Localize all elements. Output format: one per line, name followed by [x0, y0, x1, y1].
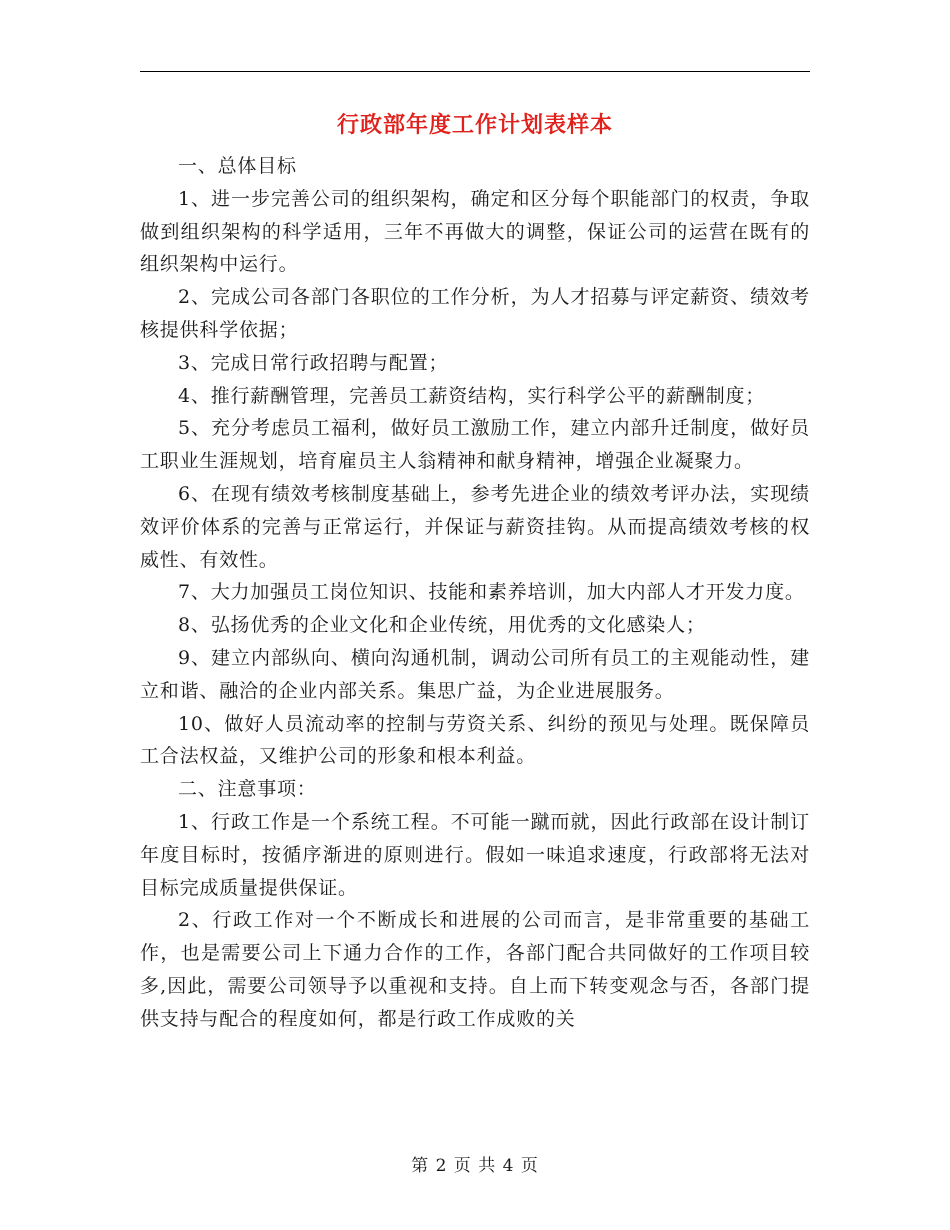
- goal-item-6: 6、在现有绩效考核制度基础上，参考先进企业的绩效考评办法，实现绩效评价体系的完善与正常运行，并保证与薪资挂钩。从而提高绩效考核的权威性、有效性。: [140, 482, 810, 571]
- goal-item-1: 1、进一步完善公司的组织架构，确定和区分每个职能部门的权责，争取做到组织架构的科学适用，三年不再做大的调整，保证公司的运营在既有的组织架构中运行。: [140, 187, 810, 276]
- note-item-2: 2、行政工作对一个不断成长和进展的公司而言，是非常重要的基础工作，也是需要公司上下通力合作的工作，各部门配合共同做好的工作项目较多,因此，需要公司领导予以重视和支持。自上而下转变观念与否，各部门提供支持与配合的程度如何，都是行政工作成败的关: [140, 909, 810, 1030]
- goal-item-5: 5、充分考虑员工福利，做好员工激励工作，建立内部升迁制度，做好员工职业生涯规划，培育雇员主人翁精神和献身精神，增强企业凝聚力。: [140, 417, 810, 473]
- goal-item-10: 10、做好人员流动率的控制与劳资关系、纠纷的预见与处理。既保障员工合法权益，又维护公司的形象和根本利益。: [140, 712, 810, 768]
- goal-item-7: 7、大力加强员工岗位知识、技能和素养培训，加大内部人才开发力度。: [178, 581, 805, 604]
- section-heading-goals: 一、总体目标: [178, 155, 297, 177]
- goal-item-8: 8、弘扬优秀的企业文化和企业传统，用优秀的文化感染人；: [178, 614, 706, 637]
- section-heading-notes: 二、注意事项：: [178, 778, 317, 801]
- goal-item-3: 3、完成日常行政招聘与配置；: [178, 351, 449, 374]
- header-rule: [140, 71, 810, 72]
- goal-item-2: 2、完成公司各部门各职位的工作分析，为人才招募与评定薪资、绩效考核提供科学依据；: [140, 286, 810, 341]
- document-title: 行政部年度工作计划表样本: [336, 112, 613, 138]
- document-body: [140, 150, 810, 1036]
- page-number-footer: 第 2 页 共 4 页: [411, 1156, 539, 1176]
- note-item-1: 1、行政工作是一个系统工程。不可能一蹴而就，因此行政部在设计制订年度目标时，按循序渐进的原则进行。假如一味追求速度，行政部将无法对目标完成质量提供保证。: [140, 810, 810, 899]
- goal-item-9: 9、建立内部纵向、横向沟通机制，调动公司所有员工的主观能动性，建立和谐、融洽的企业内部关系。集思广益，为企业进展服务。: [140, 646, 810, 702]
- goal-item-4: 4、推行薪酬管理，完善员工薪资结构，实行科学公平的薪酬制度；: [178, 384, 766, 407]
